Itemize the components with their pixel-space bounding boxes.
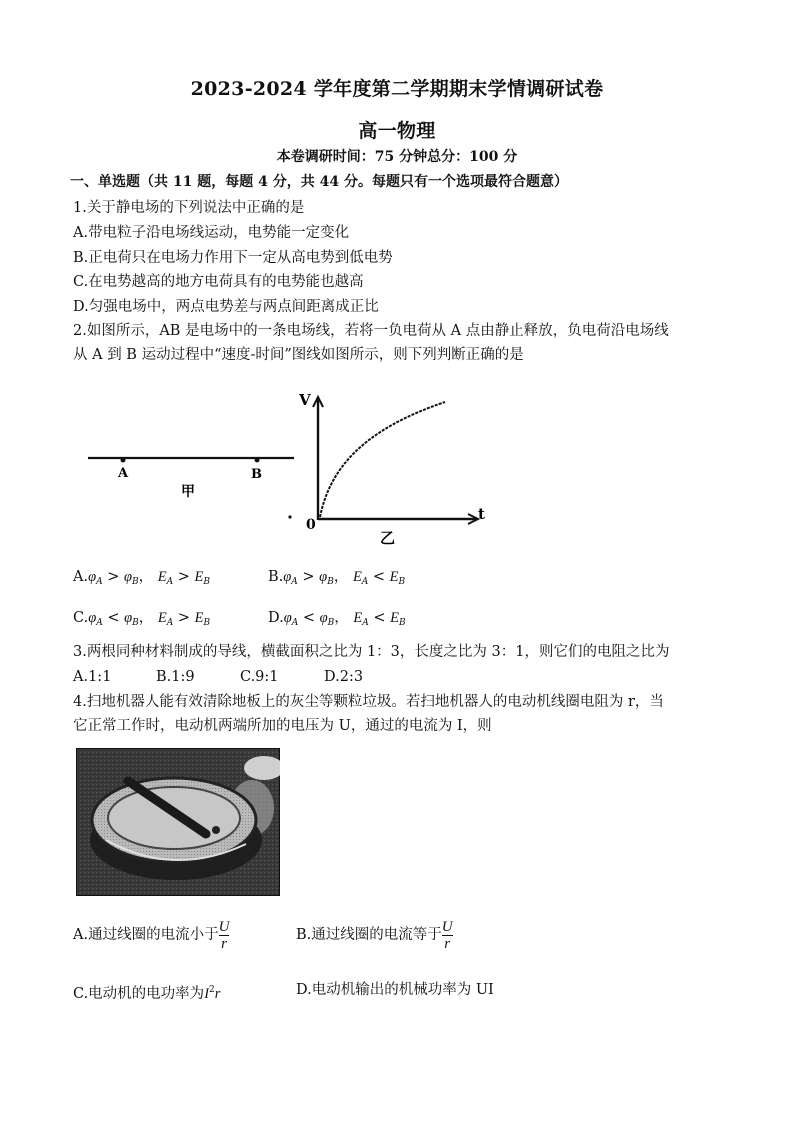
t-axis-label: t (478, 505, 485, 523)
q2-stem-line2: 从 A 到 B 运动过程中“速度-时间”图线如图所示，则下列判断正确的是 (73, 347, 524, 363)
q4-option-d: D.电动机输出的机械功率为 UI (296, 982, 494, 998)
q2-option-b: $B.\varphi_A > \varphi_B$， $E_A < E_B$ (268, 569, 406, 587)
point-b-label: B (251, 467, 262, 482)
q1-option-d: D.匀强电场中，两点电势差与两点间距离成正比 (73, 299, 379, 315)
point-a-label: A (118, 466, 129, 481)
q4-option-a: A.通过线圈的电流小于 $\frac{U}{r}$ (73, 918, 230, 952)
q3-option-c: C.9:1 (240, 669, 279, 685)
exam-info: 本卷调研时间：75 分钟总分：100 分 (276, 149, 518, 165)
q1-option-a: A.带电粒子沿电场线运动，电势能一定变化 (73, 225, 350, 241)
q3-option-d: D.2:3 (324, 669, 364, 685)
section-heading: 一、单选题（共 11 题，每题 4 分，共 44 分。每题只有一个选项最符合题意） (70, 174, 568, 190)
q2-option-a: $A.\varphi_A > \varphi_B$， $E_A > E_B$ (73, 569, 210, 587)
fraction-u-over-r: $\frac{U}{r}$ (441, 918, 453, 952)
origin-label: 0 (306, 517, 316, 533)
q1-option-b: B.正电荷只在电场力作用下一定从高电势到低电势 (73, 250, 393, 266)
figure-caption-yi: 乙 (380, 529, 396, 547)
point-a-dot (121, 458, 126, 463)
velocity-curve (320, 402, 445, 517)
q2-figure (80, 385, 500, 550)
q2-stem-line1: 2.如图所示，AB 是电场中的一条电场线，若将一负电荷从 A 点由静止释放，负电荷沿电场线 (73, 323, 669, 339)
q2-option-d: $D.\varphi_A < \varphi_B$， $E_A < E_B$ (268, 610, 406, 628)
q1-stem: 1.关于静电场的下列说法中正确的是 (73, 200, 305, 216)
robot-vacuum-photo (76, 748, 280, 896)
q3-option-a: A.1:1 (73, 669, 112, 685)
figure-caption-jia: 甲 (181, 484, 195, 500)
q2-option-c: $C.\varphi_A < \varphi_B$， $E_A > E_B$ (73, 610, 211, 628)
q1-option-c: C.在电势越高的地方电荷具有的电势能也越高 (73, 274, 364, 290)
q3-option-b: B.1:9 (156, 669, 195, 685)
exam-title: 2023-2024 学年度第二学期期末学情调研试卷 (190, 78, 604, 100)
v-axis-label: V (299, 391, 311, 409)
fraction-u-over-r: $\frac{U}{r}$ (218, 918, 230, 952)
q4-stem-line2: 它正常工作时，电动机两端所加的电压为 U，通过的电流为 I，则 (73, 718, 492, 734)
point-b-dot (255, 458, 260, 463)
q3-stem: 3.两根同种材料制成的导线，横截面积之比为 1：3，长度之比为 3：1，则它们的电阻之比为 (73, 644, 670, 660)
q4-stem-line1: 4.扫地机器人能有效清除地板上的灰尘等颗粒垃圾。若扫地机器人的电动机线圈电阻为 r，当 (73, 694, 664, 710)
subject-title: 高一物理 (358, 120, 436, 142)
q4-option-c: C.电动机的电功率为$I^2r$ (73, 985, 221, 1002)
q4-option-b: B.通过线圈的电流等于 $\frac{U}{r}$ (296, 918, 453, 952)
